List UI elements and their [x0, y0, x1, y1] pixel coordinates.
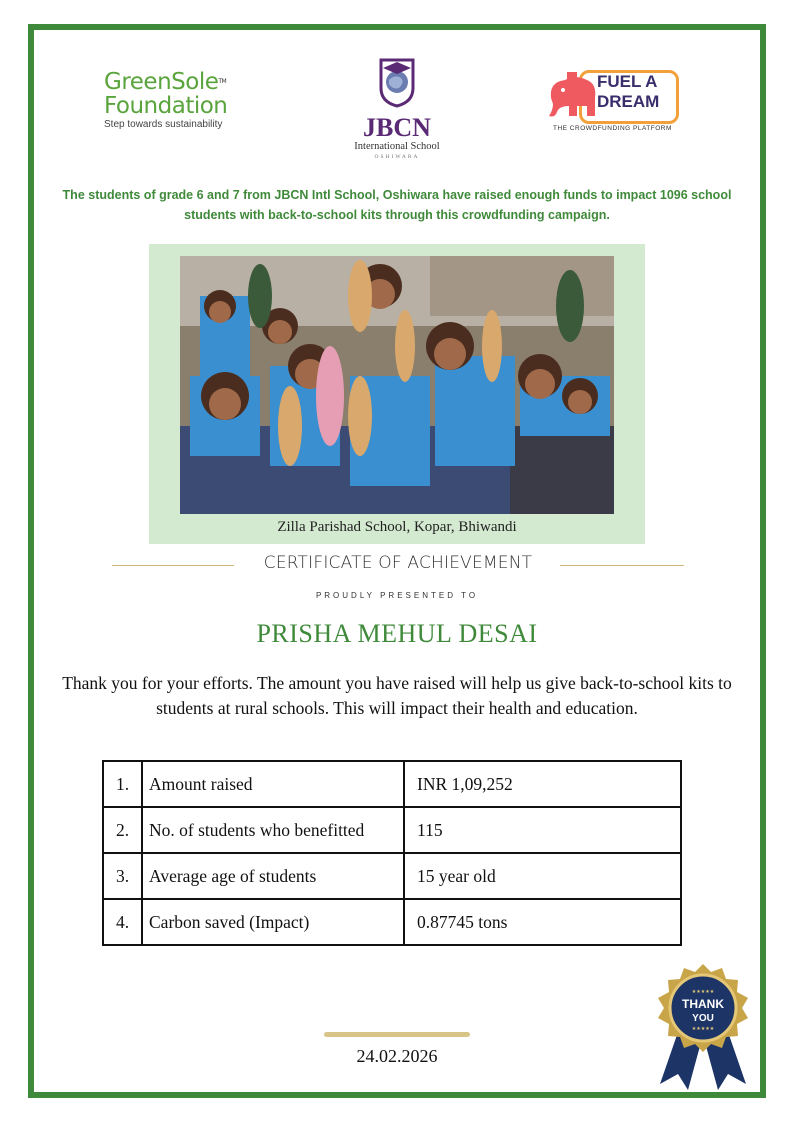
table-row: [103, 807, 681, 853]
row-value: 15 year old: [404, 853, 681, 899]
photo-caption: Zilla Parishad School, Kopar, Bhiwandi: [277, 519, 517, 535]
greensole-foundation-word: Foundation: [104, 93, 228, 119]
row-label: No. of students who benefitted: [142, 807, 404, 853]
greensole-name: GreenSole: [104, 69, 219, 95]
row-number: 2.: [103, 807, 142, 853]
presented-to-label: PROUDLY PRESENTED TO: [315, 591, 479, 600]
greensole-tagline: Step towards sustainability: [104, 119, 223, 130]
certificate-title: CERTIFICATE OF ACHIEVEMENT: [263, 553, 533, 573]
fuel-a-dream-line2: DREAM: [597, 92, 660, 111]
badge-line2: YOU: [692, 1013, 714, 1024]
table-row: [103, 761, 681, 807]
title-divider-right: [560, 565, 684, 566]
thank-you-message: Thank you for your efforts. The amount you have raised will help us give back-to-school kits to students at rural schools. This will impact their health and education.: [62, 673, 732, 718]
intro-text: The students of grade 6 and 7 from JBCN Intl School, Oshiwara have raised enough funds to impact 1096 school students with back-to-school kits through this crowdfunding campaign.: [62, 188, 732, 222]
table-row: [103, 853, 681, 899]
students-photo: [180, 256, 614, 514]
recipient-name: PRISHA MEHUL DESAI: [256, 619, 538, 648]
greensole-tm: TM: [218, 78, 227, 85]
elephant-icon: [545, 70, 601, 122]
row-number: 4.: [103, 899, 142, 945]
badge-stars-bottom: ★★★★★: [691, 1026, 715, 1032]
impact-table: [102, 760, 682, 946]
row-number: 1.: [103, 761, 142, 807]
row-value: 115: [404, 807, 681, 853]
row-label: Average age of students: [142, 853, 404, 899]
fuel-a-dream-line1: FUEL A: [597, 72, 658, 91]
row-value: 0.87745 tons: [404, 899, 681, 945]
jbcn-campus: OSHIWARA: [374, 154, 420, 160]
fuel-a-dream-tagline: THE CROWDFUNDING PLATFORM: [553, 125, 672, 132]
certificate-date: 24.02.2026: [356, 1046, 438, 1066]
fuel-a-dream-logo: [545, 68, 685, 134]
jbcn-shield-icon: [377, 58, 417, 108]
thank-you-badge: [648, 962, 758, 1092]
badge-stars-top: ★★★★★: [691, 989, 715, 995]
badge-line1: THANK: [682, 997, 724, 1011]
row-label: Amount raised: [142, 761, 404, 807]
table-row: [103, 899, 681, 945]
jbcn-logo: [345, 58, 449, 158]
date-divider: [324, 1032, 470, 1037]
greensole-foundation-logo: [104, 70, 254, 132]
row-label: Carbon saved (Impact): [142, 899, 404, 945]
certificate-title-row: [112, 553, 684, 577]
jbcn-subtitle: International School: [354, 141, 440, 152]
row-value: INR 1,09,252: [404, 761, 681, 807]
row-number: 3.: [103, 853, 142, 899]
jbcn-name: JBCN: [363, 113, 431, 142]
